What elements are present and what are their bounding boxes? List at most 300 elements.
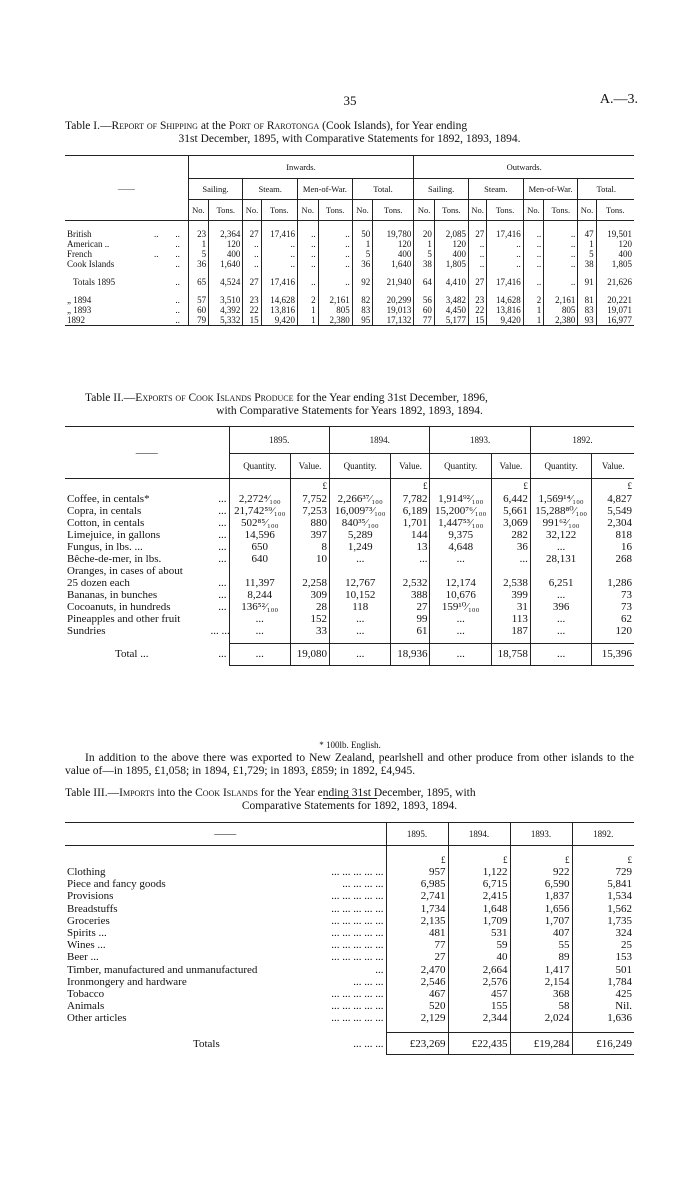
- table-cell: 531: [448, 927, 510, 939]
- table-cell: 14,628: [261, 295, 297, 305]
- table-row: [65, 229, 634, 239]
- table-row: [65, 295, 634, 305]
- table-cell: ...: [329, 613, 391, 625]
- caption-prefix: Table II.—: [85, 392, 136, 404]
- total-row: [65, 1033, 634, 1055]
- year-header: 1893.: [510, 823, 572, 846]
- table-cell: 399: [491, 589, 530, 601]
- table-cell: 1,837: [510, 890, 572, 902]
- table-cell: 640: [229, 553, 291, 565]
- table-cell: 1,735: [572, 915, 634, 927]
- table-cell: 36: [491, 541, 530, 553]
- table-row: [65, 613, 634, 625]
- table-cell: ..: [544, 229, 578, 239]
- table-cell: 83: [578, 305, 596, 315]
- row-label: Other articles: [67, 1012, 127, 1025]
- table-cell: 91: [578, 277, 596, 287]
- table-cell: 15,288⁸⁰⁄₁₀₀: [530, 505, 592, 517]
- table-cell: 324: [572, 927, 634, 939]
- table-cell: 991⁶²⁄₁₀₀: [530, 517, 592, 529]
- table-cell: 20,299: [373, 295, 414, 305]
- table-cell: 93: [578, 315, 596, 326]
- leader-dots: ... ... ... ... ...: [331, 1012, 384, 1025]
- leader-dots: [209, 565, 230, 577]
- table-cell: 83: [352, 305, 373, 315]
- year-header: 1895.: [386, 823, 448, 846]
- col-header: Quantity.: [329, 454, 391, 479]
- table-cell: 400: [596, 249, 634, 259]
- table-row: [65, 625, 634, 637]
- outwards-header: Outwards.: [414, 156, 634, 179]
- currency-row: [65, 846, 634, 867]
- table-cell: 27: [386, 951, 448, 963]
- table-row: [65, 903, 634, 915]
- col-header: Tons.: [596, 200, 634, 221]
- table-cell: ...: [391, 553, 430, 565]
- row-label: British: [67, 229, 92, 239]
- col-group-header: Total.: [352, 179, 414, 200]
- row-label: Spirits ...: [67, 927, 107, 940]
- table-cell: ...: [430, 625, 492, 637]
- leader-dots: ... ... ... ...: [342, 878, 384, 891]
- table-cell: £16,249: [572, 1033, 634, 1055]
- table-cell: 21,940: [373, 277, 414, 287]
- table-cell: 159¹⁰⁄₁₀₀: [430, 601, 492, 613]
- table-row: [65, 493, 634, 505]
- table-cell: ..: [153, 229, 159, 239]
- col-header: Value.: [291, 454, 330, 479]
- table-cell: 3,510: [209, 295, 243, 305]
- table-cell: ..: [523, 229, 544, 239]
- table-cell: ..: [318, 277, 352, 287]
- table-cell: 99: [391, 613, 430, 625]
- table-cell: 2,161: [318, 295, 352, 305]
- table-cell: ..: [298, 229, 319, 239]
- table-cell: 12,767: [329, 577, 391, 589]
- pound-sign: £: [448, 846, 510, 867]
- row-label: Totals: [193, 1037, 220, 1050]
- table-cell: 2,470: [386, 964, 448, 976]
- pound-sign: £: [592, 479, 634, 494]
- table-cell: ...: [329, 625, 391, 637]
- table-cell: 9,420: [261, 315, 297, 326]
- table-1-caption: [65, 120, 634, 146]
- table-cell: 20: [414, 229, 435, 239]
- row-label: Timber, manufactured and unmanufactured: [67, 963, 258, 976]
- table-cell: 17,416: [261, 229, 297, 239]
- table-row: [65, 249, 634, 259]
- table-cell: 840³⁵⁄₁₀₀: [329, 517, 391, 529]
- table-cell: ..: [487, 249, 523, 259]
- table-cell: 457: [448, 988, 510, 1000]
- table-cell: 38: [414, 259, 435, 269]
- table-cell: 6,985: [386, 878, 448, 890]
- table-cell: 1,417: [510, 964, 572, 976]
- table-cell: 1,640: [373, 259, 414, 269]
- table-cell: 2,272⁴⁄₁₀₀: [229, 493, 291, 505]
- table-row: [65, 1000, 634, 1012]
- col-header: No.: [298, 200, 319, 221]
- table-cell: 3,069: [491, 517, 530, 529]
- footnote: * 100lb. English.: [319, 740, 381, 750]
- caption-line-2: with Comparative Statements for Years 1892, 1893, 1894.: [216, 405, 483, 417]
- table-row: [65, 577, 634, 589]
- table-cell: 21,626: [596, 277, 634, 287]
- table-row: [65, 589, 634, 601]
- table-cell: 2,380: [544, 315, 578, 326]
- pound-sign: £: [572, 846, 634, 867]
- table-cell: [145, 259, 168, 269]
- table-cell: 729: [572, 866, 634, 878]
- col-header: Quantity.: [229, 454, 291, 479]
- table-cell: 309: [291, 589, 330, 601]
- table-cell: ...: [430, 643, 492, 665]
- caption-prefix: Table I.—: [65, 120, 112, 132]
- table-cell: 1,640: [209, 259, 243, 269]
- table-cell: ..: [261, 259, 297, 269]
- table-cell: [145, 305, 168, 315]
- table-cell: 5: [578, 249, 596, 259]
- table-row: [65, 259, 634, 269]
- table-cell: 28,131: [530, 553, 592, 565]
- table-cell: 144: [391, 529, 430, 541]
- table-cell: 3,482: [434, 295, 468, 305]
- table-cell: 2,344: [448, 1012, 510, 1024]
- table-cell: 2,380: [318, 315, 352, 326]
- table-cell: 2: [523, 295, 544, 305]
- leader-dots: ...: [218, 493, 227, 505]
- pound-sign: £: [391, 479, 430, 494]
- row-label: Cook Islands: [67, 259, 115, 269]
- row-label: Breadstuffs: [67, 902, 118, 915]
- table-cell: 1,701: [391, 517, 430, 529]
- table-cell: ..: [175, 305, 180, 315]
- table-cell: 1,805: [434, 259, 468, 269]
- table-cell: 1,447⁵³⁄₁₀₀: [430, 517, 492, 529]
- table-cell: ..: [175, 249, 180, 259]
- caption-part: at the: [197, 120, 229, 132]
- leader-dots: ... ... ... ... ...: [331, 866, 384, 878]
- table-cell: 58: [510, 1000, 572, 1012]
- page-number: 35: [343, 93, 357, 108]
- table-cell: 5,332: [209, 315, 243, 326]
- table-cell: 14,628: [487, 295, 523, 305]
- table-cell: 5: [352, 249, 373, 259]
- caption-prefix: Table III.—: [65, 787, 120, 799]
- table-cell: 2,415: [448, 890, 510, 902]
- table-cell: 467: [386, 988, 448, 1000]
- table-cell: 400: [209, 249, 243, 259]
- table-cell: 56: [414, 295, 435, 305]
- leader-dots: ... ... ... ... ...: [331, 902, 384, 915]
- table-cell: 10: [291, 553, 330, 565]
- caption-part: into the: [154, 787, 196, 799]
- table-cell: Nil.: [572, 1000, 634, 1012]
- table-cell: 1: [298, 315, 319, 326]
- row-label: Clothing: [67, 866, 106, 878]
- table-cell: 1,562: [572, 903, 634, 915]
- table-cell: 400: [373, 249, 414, 259]
- table-cell: ..: [487, 239, 523, 249]
- table-cell: ...: [491, 553, 530, 565]
- table-cell: 62: [592, 613, 634, 625]
- leader-dots: ... ... ... ... ...: [331, 988, 384, 1001]
- col-header: Tons.: [487, 200, 523, 221]
- col-header: No.: [414, 200, 435, 221]
- table-cell: 1,734: [386, 903, 448, 915]
- table-cell: 6,251: [530, 577, 592, 589]
- row-label: Copra, in centals: [67, 505, 142, 517]
- table-cell: 153: [572, 951, 634, 963]
- table-cell: 13,816: [261, 305, 297, 315]
- table-cell: 16,977: [596, 315, 634, 326]
- table-cell: [329, 565, 391, 577]
- table-cell: 73: [592, 589, 634, 601]
- table-cell: 1,249: [329, 541, 391, 553]
- table-row: [65, 976, 634, 988]
- table-cell: 22: [243, 305, 261, 315]
- table-cell: 10,152: [329, 589, 391, 601]
- table-cell: ...: [430, 553, 492, 565]
- table-cell: ..: [544, 259, 578, 269]
- table-cell: ...: [229, 613, 291, 625]
- year-header: 1895.: [229, 427, 329, 454]
- table-cell: 19,780: [373, 229, 414, 239]
- table-cell: 38: [578, 259, 596, 269]
- table-cell: 64: [414, 277, 435, 287]
- table-cell: 10,676: [430, 589, 492, 601]
- table-cell: ..: [318, 249, 352, 259]
- year-header: 1893.: [430, 427, 530, 454]
- table-cell: [592, 565, 634, 577]
- col-header: Tons.: [318, 200, 352, 221]
- table-cell: 1,286: [592, 577, 634, 589]
- table-cell: 77: [386, 939, 448, 951]
- caption-part: for the Year ending 31st December, 1895, with: [257, 787, 476, 799]
- row-label: Bêche-de-mer, in lbs.: [67, 553, 162, 565]
- caption-part: Cook Islands: [195, 787, 258, 799]
- table-cell: 1: [523, 315, 544, 326]
- table-cell: ..: [523, 239, 544, 249]
- table-header-row: [65, 427, 634, 454]
- table-cell: 89: [510, 951, 572, 963]
- leader-dots: ...: [218, 553, 227, 565]
- table-cell: ..: [175, 229, 180, 239]
- table-cell: 6,189: [391, 505, 430, 517]
- row-label: 1892: [67, 315, 85, 325]
- table-cell: 136⁵²⁄₁₀₀: [229, 601, 291, 613]
- table-cell: 2,154: [510, 976, 572, 988]
- table-row: [65, 553, 634, 565]
- table-cell: 14,596: [229, 529, 291, 541]
- table-cell: 2,266³⁷⁄₁₀₀: [329, 493, 391, 505]
- table-cell: 2,304: [592, 517, 634, 529]
- table-cell: [145, 277, 168, 287]
- table-cell: 1: [188, 239, 209, 249]
- table-cell: 25: [572, 939, 634, 951]
- leader-dots: ... ... ... ... ...: [331, 927, 384, 940]
- table-cell: ..: [298, 249, 319, 259]
- leader-dots: ...: [218, 601, 227, 613]
- row-label: „ 1894: [67, 295, 92, 305]
- table-cell: [491, 565, 530, 577]
- table-cell: 818: [592, 529, 634, 541]
- col-header: Value.: [391, 454, 430, 479]
- table-cell: 7,752: [291, 493, 330, 505]
- stub-header: ——: [214, 827, 237, 840]
- col-group-header: Men-of-War.: [523, 179, 578, 200]
- table-cell: 22: [469, 305, 487, 315]
- table-cell: 47: [578, 229, 596, 239]
- pound-sign: £: [491, 479, 530, 494]
- table-cell: 2,538: [491, 577, 530, 589]
- table-cell: [145, 295, 168, 305]
- table-cell: ...: [329, 553, 391, 565]
- table-row: [65, 517, 634, 529]
- table-cell: 120: [373, 239, 414, 249]
- table-cell: 9,420: [487, 315, 523, 326]
- table-cell: ..: [298, 277, 319, 287]
- table-cell: 17,416: [487, 277, 523, 287]
- col-group-header: Sailing.: [414, 179, 469, 200]
- table-cell: [145, 315, 168, 326]
- row-label: Provisions: [67, 890, 114, 903]
- table-cell: 1,648: [448, 903, 510, 915]
- table-row: [65, 305, 634, 315]
- table-cell: 1,569¹⁴⁄₁₀₀: [530, 493, 592, 505]
- table-2-caption: [65, 392, 634, 418]
- table-cell: 95: [352, 315, 373, 326]
- table-cell: 2,576: [448, 976, 510, 988]
- table-cell: ..: [175, 295, 180, 305]
- table-cell: 2,129: [386, 1012, 448, 1024]
- row-label: French: [67, 249, 92, 259]
- table-cell: 120: [209, 239, 243, 249]
- exports-table: [65, 426, 634, 666]
- leader-dots: ...: [218, 505, 227, 517]
- leader-dots: ...: [218, 529, 227, 541]
- table-cell: 268: [592, 553, 634, 565]
- row-label: Oranges, in cases of about: [67, 565, 183, 577]
- table-cell: 27: [469, 229, 487, 239]
- table-cell: 4,648: [430, 541, 492, 553]
- table-cell: ...: [229, 643, 291, 665]
- table-cell: 502⁸⁵⁄₁₀₀: [229, 517, 291, 529]
- leader-dots: ...: [218, 541, 227, 553]
- col-header: No.: [243, 200, 261, 221]
- year-header: 1892.: [572, 823, 634, 846]
- table-cell: 501: [572, 964, 634, 976]
- table-cell: [229, 565, 291, 577]
- table-cell: 27: [243, 277, 261, 287]
- table-cell: 922: [510, 866, 572, 878]
- table-cell: 1: [578, 239, 596, 249]
- table-row: [65, 915, 634, 927]
- table-cell: 27: [391, 601, 430, 613]
- col-header: Tons.: [209, 200, 243, 221]
- table-cell: 11,397: [229, 577, 291, 589]
- year-header: 1892.: [530, 427, 634, 454]
- table-row: [65, 505, 634, 517]
- row-label: Total ...: [115, 648, 149, 660]
- table-cell: 4,450: [434, 305, 468, 315]
- table-cell: 388: [391, 589, 430, 601]
- inwards-header: Inwards.: [188, 156, 414, 179]
- shipping-table: [65, 155, 634, 326]
- col-header: Value.: [592, 454, 634, 479]
- pound-sign: £: [386, 846, 448, 867]
- table-cell: ...: [329, 643, 391, 665]
- caption-part: for the Year ending 31st December, 1896,: [293, 392, 488, 404]
- stub-header: ——: [65, 156, 188, 221]
- table-cell: 13: [391, 541, 430, 553]
- row-label: American ..: [67, 239, 110, 249]
- pound-sign: £: [291, 479, 330, 494]
- table-cell: 520: [386, 1000, 448, 1012]
- table-cell: ..: [318, 239, 352, 249]
- leader-dots: ...: [218, 589, 227, 601]
- caption-part: (Cook Islands), for Year ending: [319, 120, 468, 132]
- caption-part: Report of Shipping: [111, 120, 198, 132]
- table-cell: 61: [391, 625, 430, 637]
- table-cell: ..: [544, 277, 578, 287]
- table-cell: 1: [414, 239, 435, 249]
- table-cell: 4,827: [592, 493, 634, 505]
- col-group-header: Sailing.: [188, 179, 243, 200]
- table-cell: 1: [352, 239, 373, 249]
- table-cell: 2,664: [448, 964, 510, 976]
- table-cell: ...: [229, 625, 291, 637]
- table-cell: ..: [544, 249, 578, 259]
- table-cell: ..: [469, 239, 487, 249]
- table-3-caption: [65, 787, 634, 813]
- table-cell: 282: [491, 529, 530, 541]
- table-cell: ..: [243, 249, 261, 259]
- row-label: Cocoanuts, in hundreds: [67, 601, 171, 613]
- table-cell: 2,741: [386, 890, 448, 902]
- leader-dots: ...: [218, 577, 227, 589]
- table-cell: [530, 565, 592, 577]
- col-group-header: Steam.: [469, 179, 524, 200]
- table-cell: 1,805: [596, 259, 634, 269]
- table-cell: 1,914⁹²⁄₁₀₀: [430, 493, 492, 505]
- table-cell: 5,289: [329, 529, 391, 541]
- table-cell: 5,661: [491, 505, 530, 517]
- table-cell: 2,364: [209, 229, 243, 239]
- table-header-row: [65, 823, 634, 846]
- table-row: [65, 878, 634, 890]
- table-cell: 120: [434, 239, 468, 249]
- table-cell: 400: [434, 249, 468, 259]
- year-header: 1894.: [448, 823, 510, 846]
- leader-dots: ...: [218, 648, 227, 660]
- table-cell: 120: [596, 239, 634, 249]
- table-cell: 77: [414, 315, 435, 326]
- table-cell: 65: [188, 277, 209, 287]
- table-cell: 2,532: [391, 577, 430, 589]
- table-cell: 6,442: [491, 493, 530, 505]
- table-cell: 50: [352, 229, 373, 239]
- row-label: Groceries: [67, 914, 110, 927]
- row-label: Coffee, in centals*: [67, 493, 150, 505]
- row-label: Ironmongery and hardware: [67, 975, 187, 988]
- table-cell: 8,244: [229, 589, 291, 601]
- table-row: [65, 988, 634, 1000]
- table-cell: 17,416: [487, 229, 523, 239]
- table-cell: ..: [523, 259, 544, 269]
- table-row: [65, 964, 634, 976]
- row-label: Limejuice, in gallons: [67, 529, 161, 541]
